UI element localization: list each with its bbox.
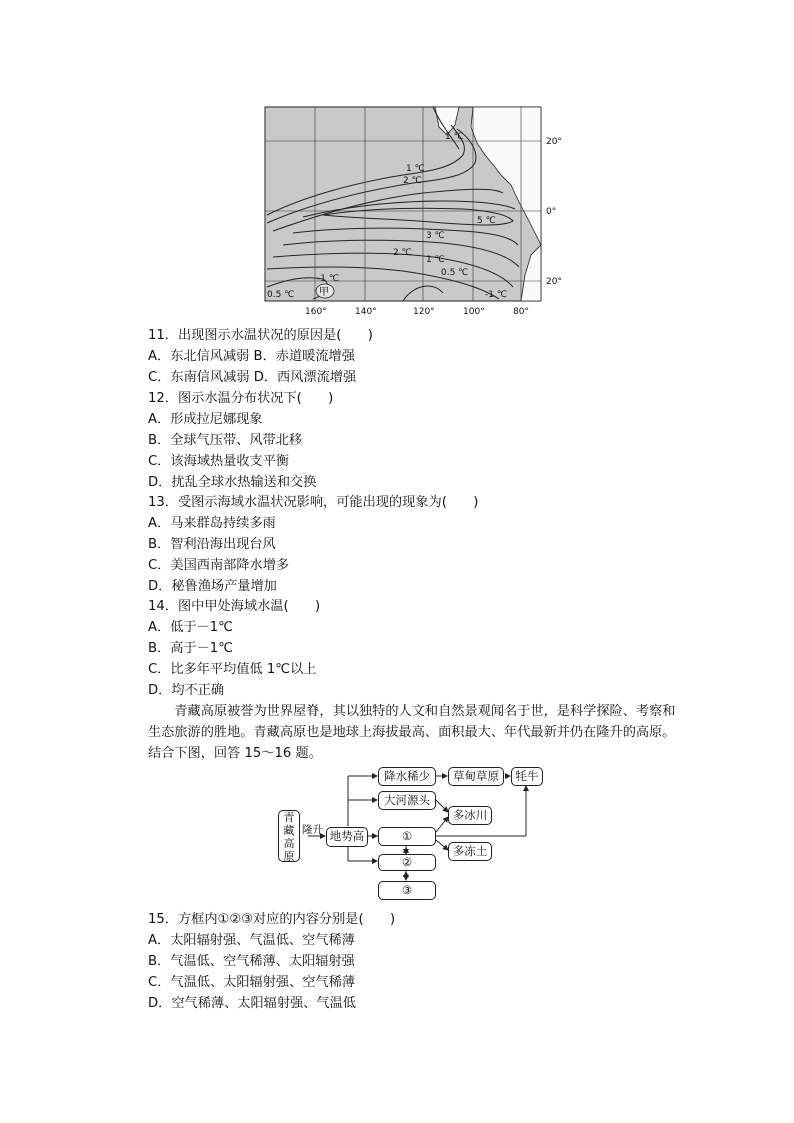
question-14-option: D．均不正确 bbox=[148, 683, 225, 698]
isotherm-label: 3 ℃ bbox=[426, 231, 445, 241]
lat-label: 20° bbox=[546, 277, 562, 287]
question-15-option: D．空气稀薄、太阳辐射强、气温低 bbox=[148, 996, 356, 1011]
meadow-box: 草甸草原 bbox=[448, 767, 504, 786]
plateau-flow-diagram bbox=[270, 764, 570, 904]
question-14-option: A．低于－1℃ bbox=[148, 620, 233, 635]
passage-line: 结合下图，回答 15～16 题。 bbox=[148, 746, 322, 761]
isotherm-label: 0.5 ℃ bbox=[267, 290, 295, 300]
frozen-box: 多冻土 bbox=[448, 842, 492, 861]
lon-label: 160° bbox=[305, 307, 327, 317]
yak-box: 牦牛 bbox=[511, 767, 543, 786]
lon-label: 120° bbox=[413, 307, 435, 317]
question-11-option: C．东南信风减弱 D．西风漂流增强 bbox=[148, 370, 357, 385]
terrain-box: 地势高 bbox=[326, 827, 368, 847]
question-14-option: C．比多年平均值低 1℃以上 bbox=[148, 662, 317, 677]
question-15-option: B．气温低、空气稀薄、太阳辐射强 bbox=[148, 954, 355, 969]
question-12-option: C．该海域热量收支平衡 bbox=[148, 454, 290, 469]
isotherm-label: 5 ℃ bbox=[477, 216, 496, 226]
uplift-label: 隆升 bbox=[302, 824, 323, 836]
rain-box: 降水稀少 bbox=[378, 767, 436, 786]
isotherm-label: 2 ℃ bbox=[403, 176, 422, 186]
lon-label: 80° bbox=[513, 307, 529, 317]
question-12-option: A．形成拉尼娜现象 bbox=[148, 412, 263, 427]
question-11-option: A．东北信风减弱 B．赤道暖流增强 bbox=[148, 349, 355, 364]
question-13-option: A．马来群岛持续多雨 bbox=[148, 516, 276, 531]
question-15-stem: 15．方框内①②③对应的内容分别是( ) bbox=[148, 912, 396, 927]
question-11-stem: 11．出现图示水温状况的原因是( ) bbox=[148, 328, 373, 343]
question-14-option: B．高于－1℃ bbox=[148, 641, 233, 656]
isotherm-label: 2 ℃ bbox=[393, 248, 412, 258]
passage-line: 青藏高原被誉为世界屋脊，其以独特的人文和自然景观闻名于世，是科学探险、考察和 bbox=[148, 704, 676, 719]
question-15-option: A．太阳辐射强、气温低、空气稀薄 bbox=[148, 933, 355, 948]
question-14-stem: 14．图中甲处海域水温( ) bbox=[148, 599, 321, 614]
plateau-label: 青藏高原 bbox=[283, 811, 295, 863]
lat-label: 0° bbox=[546, 207, 557, 217]
lon-label: 140° bbox=[355, 307, 377, 317]
isotherm-label: 1 ℃ bbox=[426, 255, 445, 265]
box-2: ② bbox=[378, 854, 436, 871]
isotherm-label: 0.5 ℃ bbox=[441, 268, 469, 278]
passage-line: 生态旅游的胜地。青藏高原也是地球上海拔最高、面积最大、年代最新并仍在隆升的高原。 bbox=[148, 725, 676, 740]
isotherm-label: -1 ℃ bbox=[317, 274, 339, 284]
box-1: ① bbox=[378, 827, 436, 846]
isotherm-label: -1 ℃ bbox=[485, 290, 507, 300]
question-12-stem: 12．图示水温分布状况下( ) bbox=[148, 391, 334, 406]
question-13-stem: 13．受图示海域水温状况影响，可能出现的现象为( ) bbox=[148, 495, 479, 510]
map-svg bbox=[263, 105, 569, 317]
question-13-option: C．美国西南部降水增多 bbox=[148, 558, 290, 573]
jia-marker: 甲 bbox=[319, 287, 329, 298]
question-13-option: B．智利沿海出现台风 bbox=[148, 537, 276, 552]
lon-label: 100° bbox=[463, 307, 485, 317]
river-box: 大河源头 bbox=[378, 791, 436, 810]
isotherm-label: 1 ℃ bbox=[406, 164, 425, 174]
question-13-option: D．秘鲁渔场产量增加 bbox=[148, 579, 277, 594]
question-15-option: C．气温低、太阳辐射强、空气稀薄 bbox=[148, 975, 356, 990]
question-12-option: B．全球气压带、风带北移 bbox=[148, 433, 303, 448]
lat-label: 20° bbox=[546, 137, 562, 147]
isotherm-label: 1 ℃ bbox=[445, 132, 464, 142]
passage bbox=[148, 701, 708, 764]
glacier-box: 多冰川 bbox=[448, 806, 492, 825]
box-3: ③ bbox=[378, 881, 436, 900]
sea-temperature-map bbox=[263, 105, 569, 317]
question-12-option: D．扰乱全球水热输送和交换 bbox=[148, 475, 317, 490]
plateau-box bbox=[278, 810, 300, 862]
